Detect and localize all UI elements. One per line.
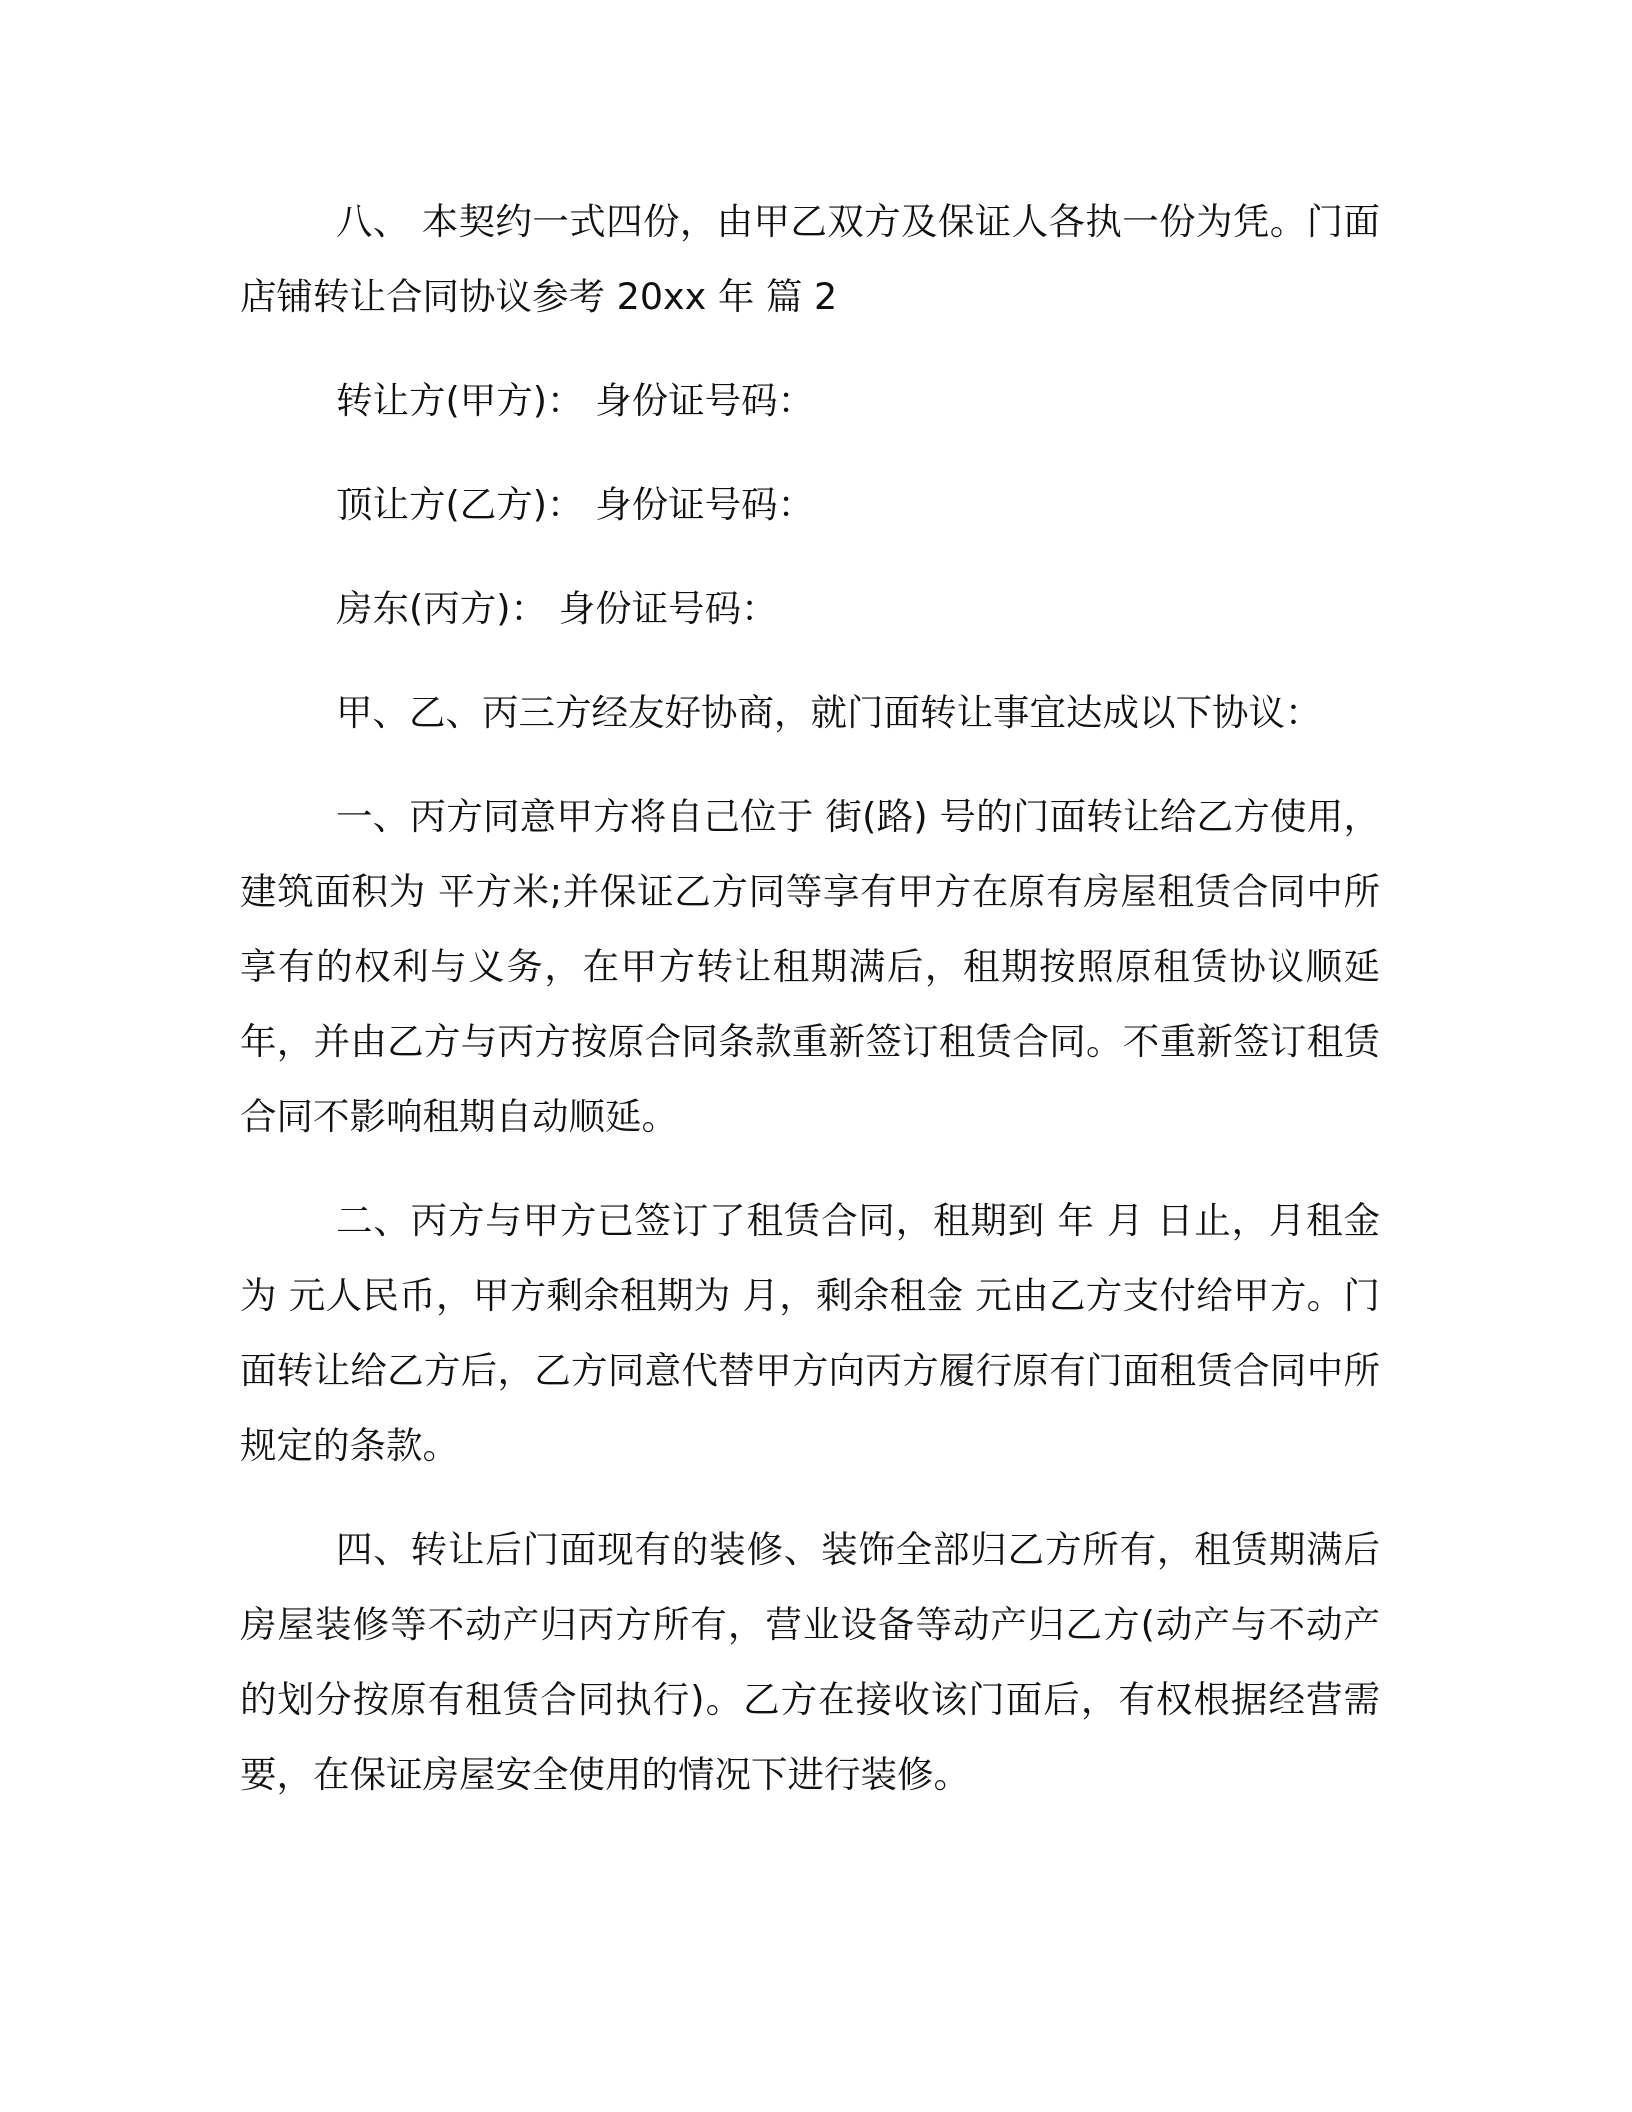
- paragraph-clause-eight: 八、 本契约一式四份，由甲乙双方及保证人各执一份为凭。门面店铺转让合同协议参考 20xx 年 篇 2: [240, 200, 1380, 318]
- paragraph-landlord: 房东(丙方)： 身份证号码：: [336, 587, 778, 630]
- document-body: [240, 184, 1380, 1812]
- paragraph-clause-four: 四、转让后门面现有的装修、装饰全部归乙方所有，租赁期满后房屋装修等不动产归丙方所有，营业设备等动产归乙方(动产与不动产的划分按原有租赁合同执行)。乙方在接收该门面后，有权根据经营需要，在保证房屋安全使用的情况下进行装修。: [240, 1528, 1380, 1796]
- paragraph-clause-two: 二、丙方与甲方已签订了租赁合同，租期到 年 月 日止，月租金为 元人民币，甲方剩余租期为 月，剩余租金 元由乙方支付给甲方。门面转让给乙方后，乙方同意代替甲方向丙方履行原有门面租赁合同中所规定的条款。: [240, 1199, 1380, 1467]
- paragraph-clause-one: 一、丙方同意甲方将自己位于 街(路) 号的门面转让给乙方使用，建筑面积为 平方米;并保证乙方同等享有甲方在原有房屋租赁合同中所享有的权利与义务，在甲方转让租期满后，租期按照原租赁协议顺延 年，并由乙方与丙方按原合同条款重新签订租赁合同。不重新签订租赁合同不影响租期自动顺延。: [240, 795, 1380, 1138]
- paragraph-agreement-intro: 甲、乙、丙三方经友好协商，就门面转让事宜达成以下协议：: [336, 691, 1322, 734]
- paragraph-transferor: 转让方(甲方)： 身份证号码：: [336, 379, 815, 422]
- paragraph-transferee: 顶让方(乙方)： 身份证号码：: [336, 483, 815, 526]
